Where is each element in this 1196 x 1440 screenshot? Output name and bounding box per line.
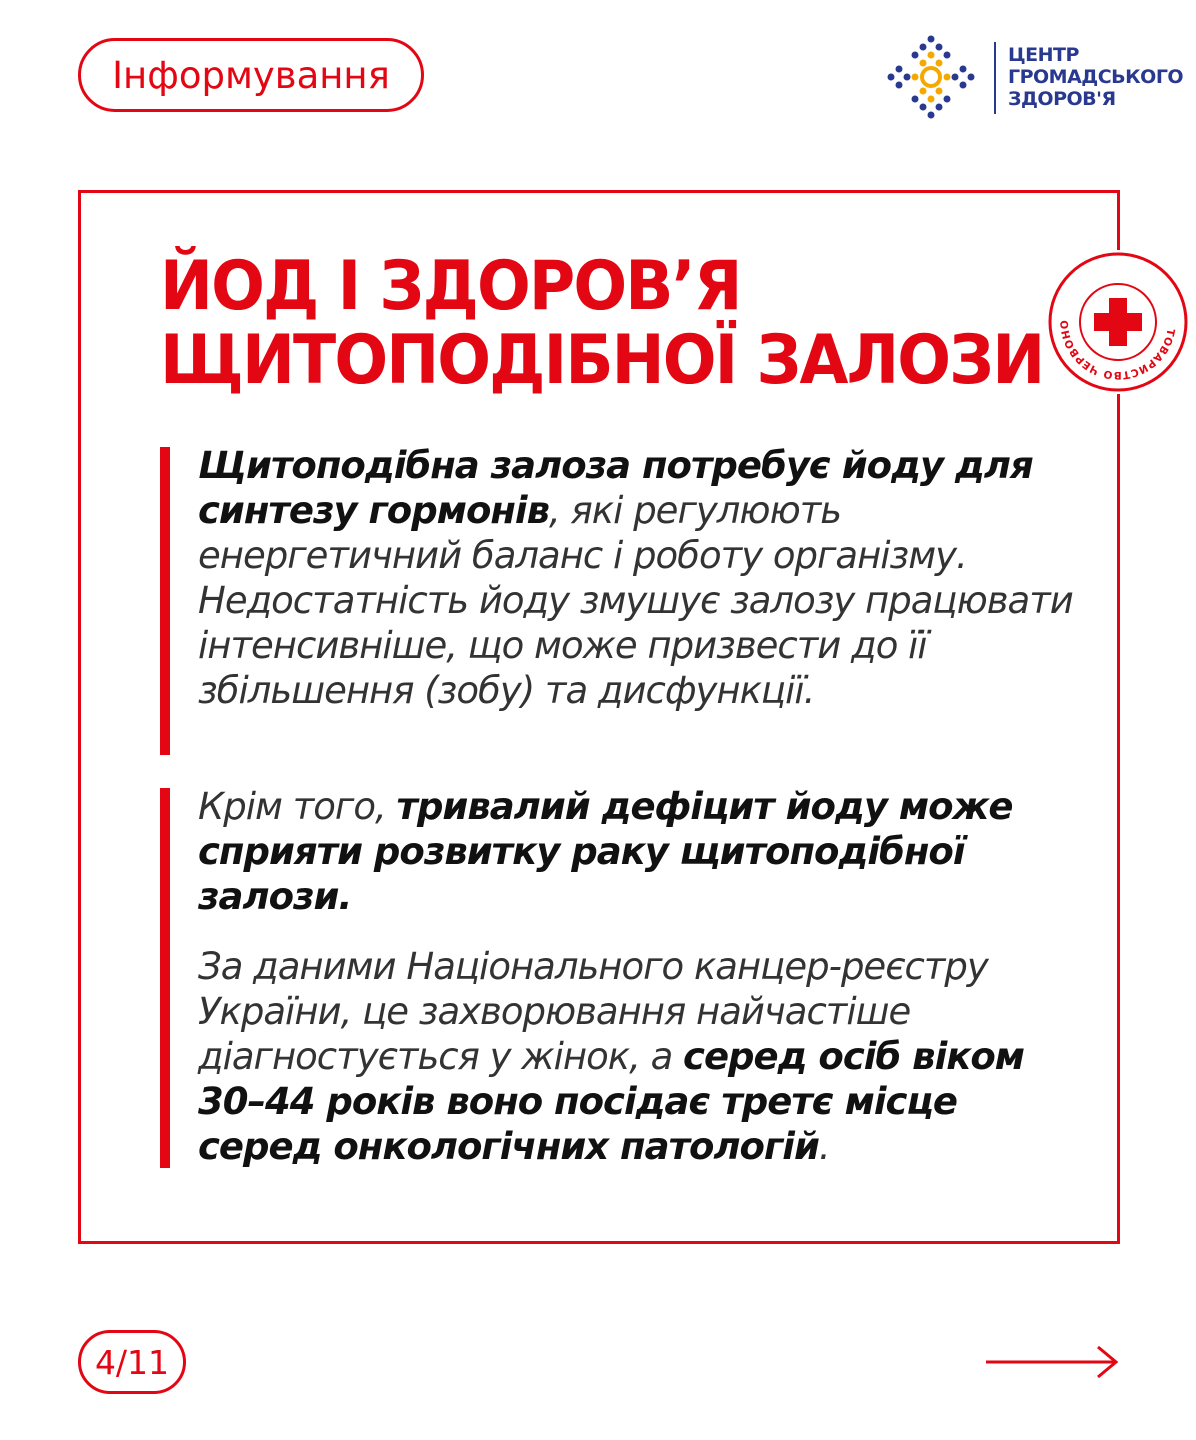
arrow-right-icon[interactable] [984,1344,1120,1380]
logo-line: ЗДОРОВ'Я [1008,88,1116,110]
paragraph-1 [198,443,1078,713]
quote-bar [160,447,170,755]
logo-text [1008,44,1183,110]
paragraph-2 [198,784,1078,919]
title-line: ЙОД І ЗДОРОВ’Я [160,247,741,326]
red-cross-seal-icon [1046,250,1190,394]
logo-divider [994,42,996,114]
page-counter [78,1330,186,1394]
category-tag-label: Інформування [112,53,390,97]
paragraph-1-bold: Щитоподібна залоза потребує йоду для синтезу гормонів [198,444,1033,532]
paragraph-3 [198,944,1078,1169]
page-title [160,247,1044,400]
paragraph-3-bold: серед осіб віком 30–44 років воно посідає третє місце серед онкологічних патологій [198,1035,1025,1168]
page-counter-label: 4/11 [94,1342,170,1382]
paragraph-2-bold: тривалий дефіцит йоду може сприяти розвитку раку щитоподібної залози. [198,785,1013,918]
paragraph-1-text: , які регулюють енергетичний баланс і роботу організму. Недостатність йоду змушує залозу працювати інтенсивніше, що може призвести до її збільшення (зобу) та дисфункції. [198,489,1073,712]
category-tag [78,38,424,112]
logo-line: ГРОМАДСЬКОГО [1008,66,1184,88]
red-cross-stamp [1046,250,1190,394]
stamp-text: ТОВАРИСТВО ЧЕРВОНО [1058,319,1177,382]
paragraph-3-end: . [818,1125,830,1168]
logo-dots-icon [886,34,976,120]
quote-bar [160,788,170,1168]
paragraph-3-text: За даними Національного канцер-реєстру України, це захворювання найчастіше діагностується у жінок, а [198,945,988,1078]
logo-line: ЦЕНТР [1008,44,1079,66]
paragraph-2-text: Крім того, [198,785,397,828]
title-line: ЩИТОПОДІБНОЇ ЗАЛОЗИ [160,321,1044,400]
public-health-center-logo [886,34,1184,120]
